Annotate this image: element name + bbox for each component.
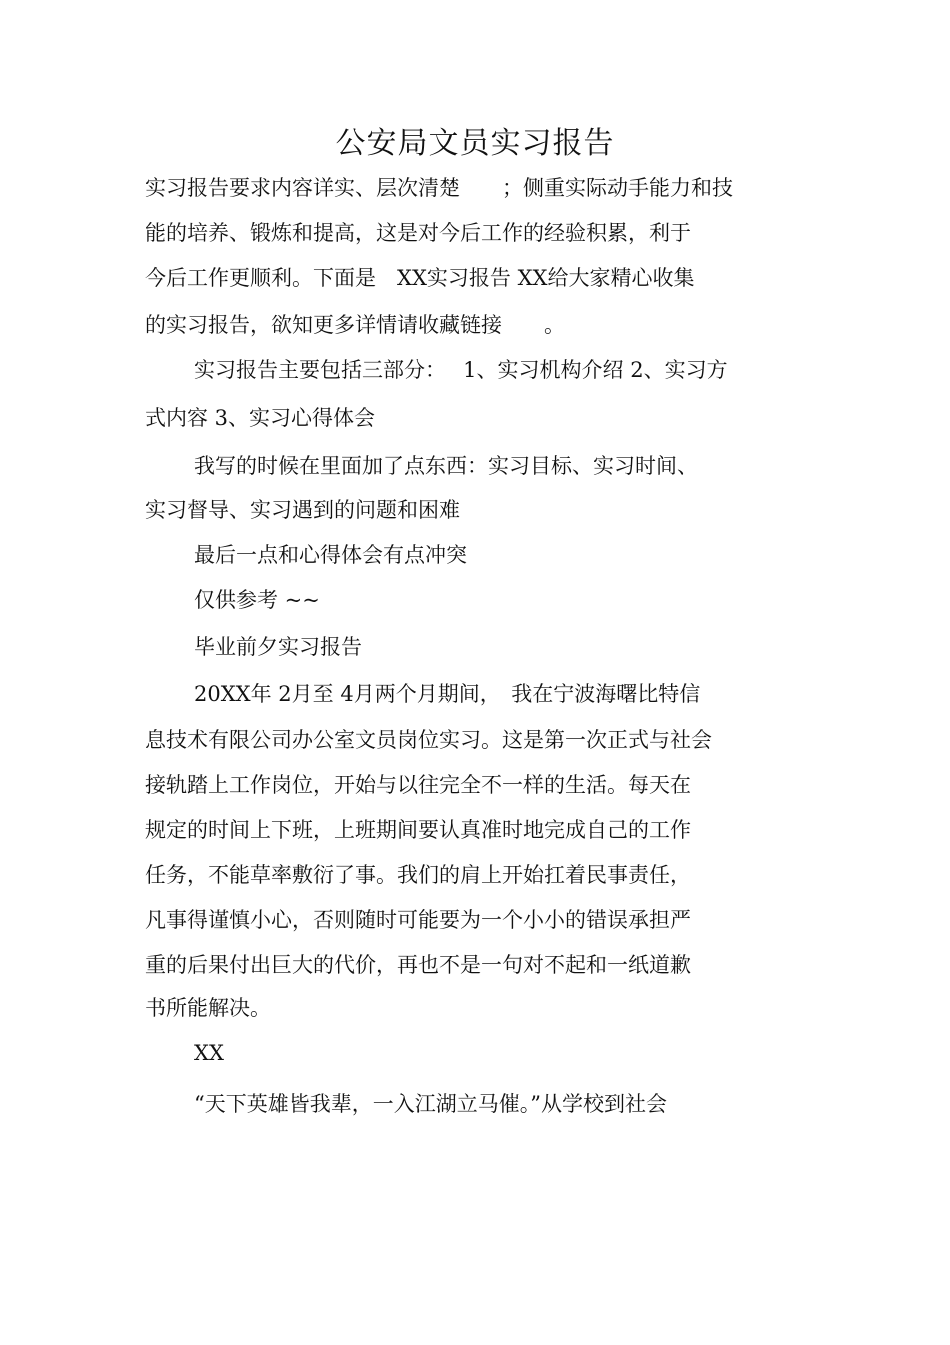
body-line: 我写的时候在里面加了点东西：实习目标、实习时间、 — [194, 454, 698, 478]
body-line: 书所能解决。 — [145, 996, 271, 1020]
body-line: 能的培养、锻炼和提高，这是对今后工作的经验积累，利于 — [145, 221, 691, 245]
body-line: XX — [194, 1041, 224, 1065]
body-line: 最后一点和心得体会有点冲突 — [194, 543, 467, 567]
body-line: 实习督导、实习遇到的问题和困难 — [145, 498, 460, 522]
body-line: 任务，不能草率敷衍了事。我们的肩上开始扛着民事责任， — [145, 863, 691, 887]
document-title: 公安局文员实习报告 — [335, 126, 615, 161]
body-line: 凡事得谨慎小心，否则随时可能要为一个小小的错误承担严 — [145, 908, 691, 932]
section-heading: 毕业前夕实习报告 — [194, 635, 362, 659]
body-line: 实习报告主要包括三部分： 1、实习机构介绍 2、实习方 — [194, 358, 728, 382]
body-line: 的实习报告，欲知更多详情请收藏链接 。 — [145, 313, 565, 337]
body-line: 重的后果付出巨大的代价，再也不是一句对不起和一纸道歉 — [145, 953, 691, 977]
body-line: 仅供参考 ~~ — [194, 588, 320, 612]
body-line: “天下英雄皆我辈，一入江湖立马催。”从学校到社会 — [194, 1092, 667, 1116]
body-line: 实习报告要求内容详实、层次清楚 ；侧重实际动手能力和技 — [145, 176, 733, 200]
body-line: 20XX年 2月至 4月两个月期间， 我在宁波海曙比特信 — [194, 682, 701, 706]
body-line: 式内容 3、实习心得体会 — [145, 406, 376, 430]
body-line: 息技术有限公司办公室文员岗位实习。这是第一次正式与社会 — [145, 728, 712, 752]
body-line: 接轨踏上工作岗位，开始与以往完全不一样的生活。每天在 — [145, 773, 691, 797]
body-line: 今后工作更顺利。下面是 XX实习报告 XX给大家精心收集 — [145, 266, 695, 290]
body-line: 规定的时间上下班，上班期间要认真准时地完成自己的工作 — [145, 818, 691, 842]
